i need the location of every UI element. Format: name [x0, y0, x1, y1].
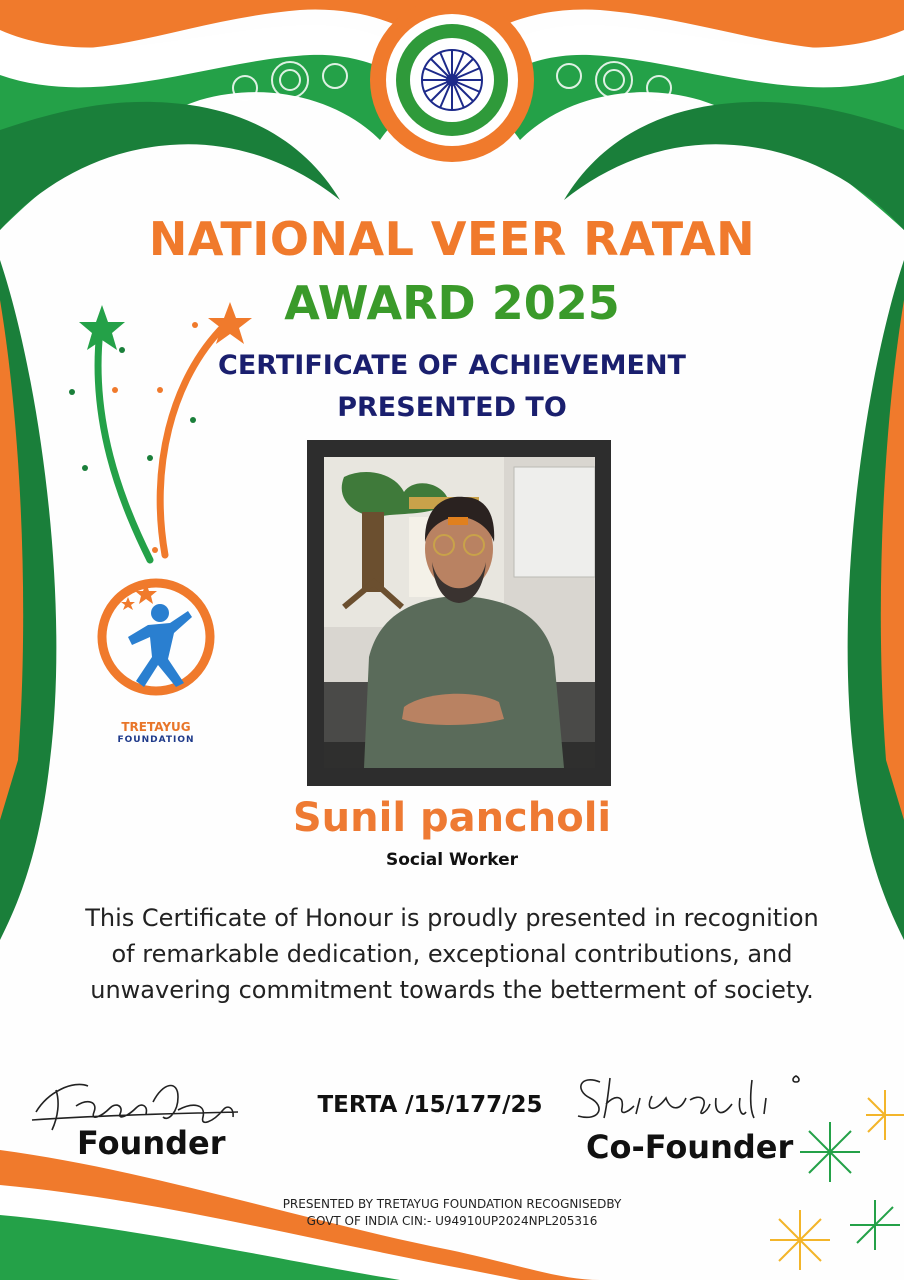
- logo-name-line1: TRETAYUG: [121, 720, 191, 734]
- founder-label: Founder: [77, 1124, 226, 1162]
- award-title-line2: AWARD 2025: [284, 276, 620, 330]
- footer-line1: PRESENTED BY TRETAYUG FOUNDATION RECOGNISEDBY: [282, 1197, 622, 1211]
- footer-line2: GOVT OF INDIA CIN:- U94910UP2024NPL205316: [306, 1214, 598, 1228]
- presented-to-label: PRESENTED TO: [337, 392, 567, 423]
- award-title-line1: NATIONAL VEER RATAN: [148, 212, 756, 266]
- certificate-body-text: This Certificate of Honour is proudly presented in recognition of remarkable dedication, exceptional contributions, and unwavering commitment towards the betterment of society.: [85, 904, 819, 1004]
- recipient-name: Sunil pancholi: [292, 795, 612, 841]
- certificate-number: TERTA /15/177/25: [317, 1092, 543, 1118]
- footer-text: [0, 1196, 904, 1230]
- logo-name-line2: FOUNDATION: [117, 735, 195, 745]
- recipient-photo: [324, 457, 595, 768]
- recipient-photo-frame: [307, 440, 611, 786]
- recipient-role: Social Worker: [385, 850, 518, 870]
- cofounder-signature: [570, 1068, 802, 1128]
- certificate-subtitle: CERTIFICATE OF ACHIEVEMENT: [218, 350, 686, 381]
- cofounder-label: Co-Founder: [586, 1128, 794, 1166]
